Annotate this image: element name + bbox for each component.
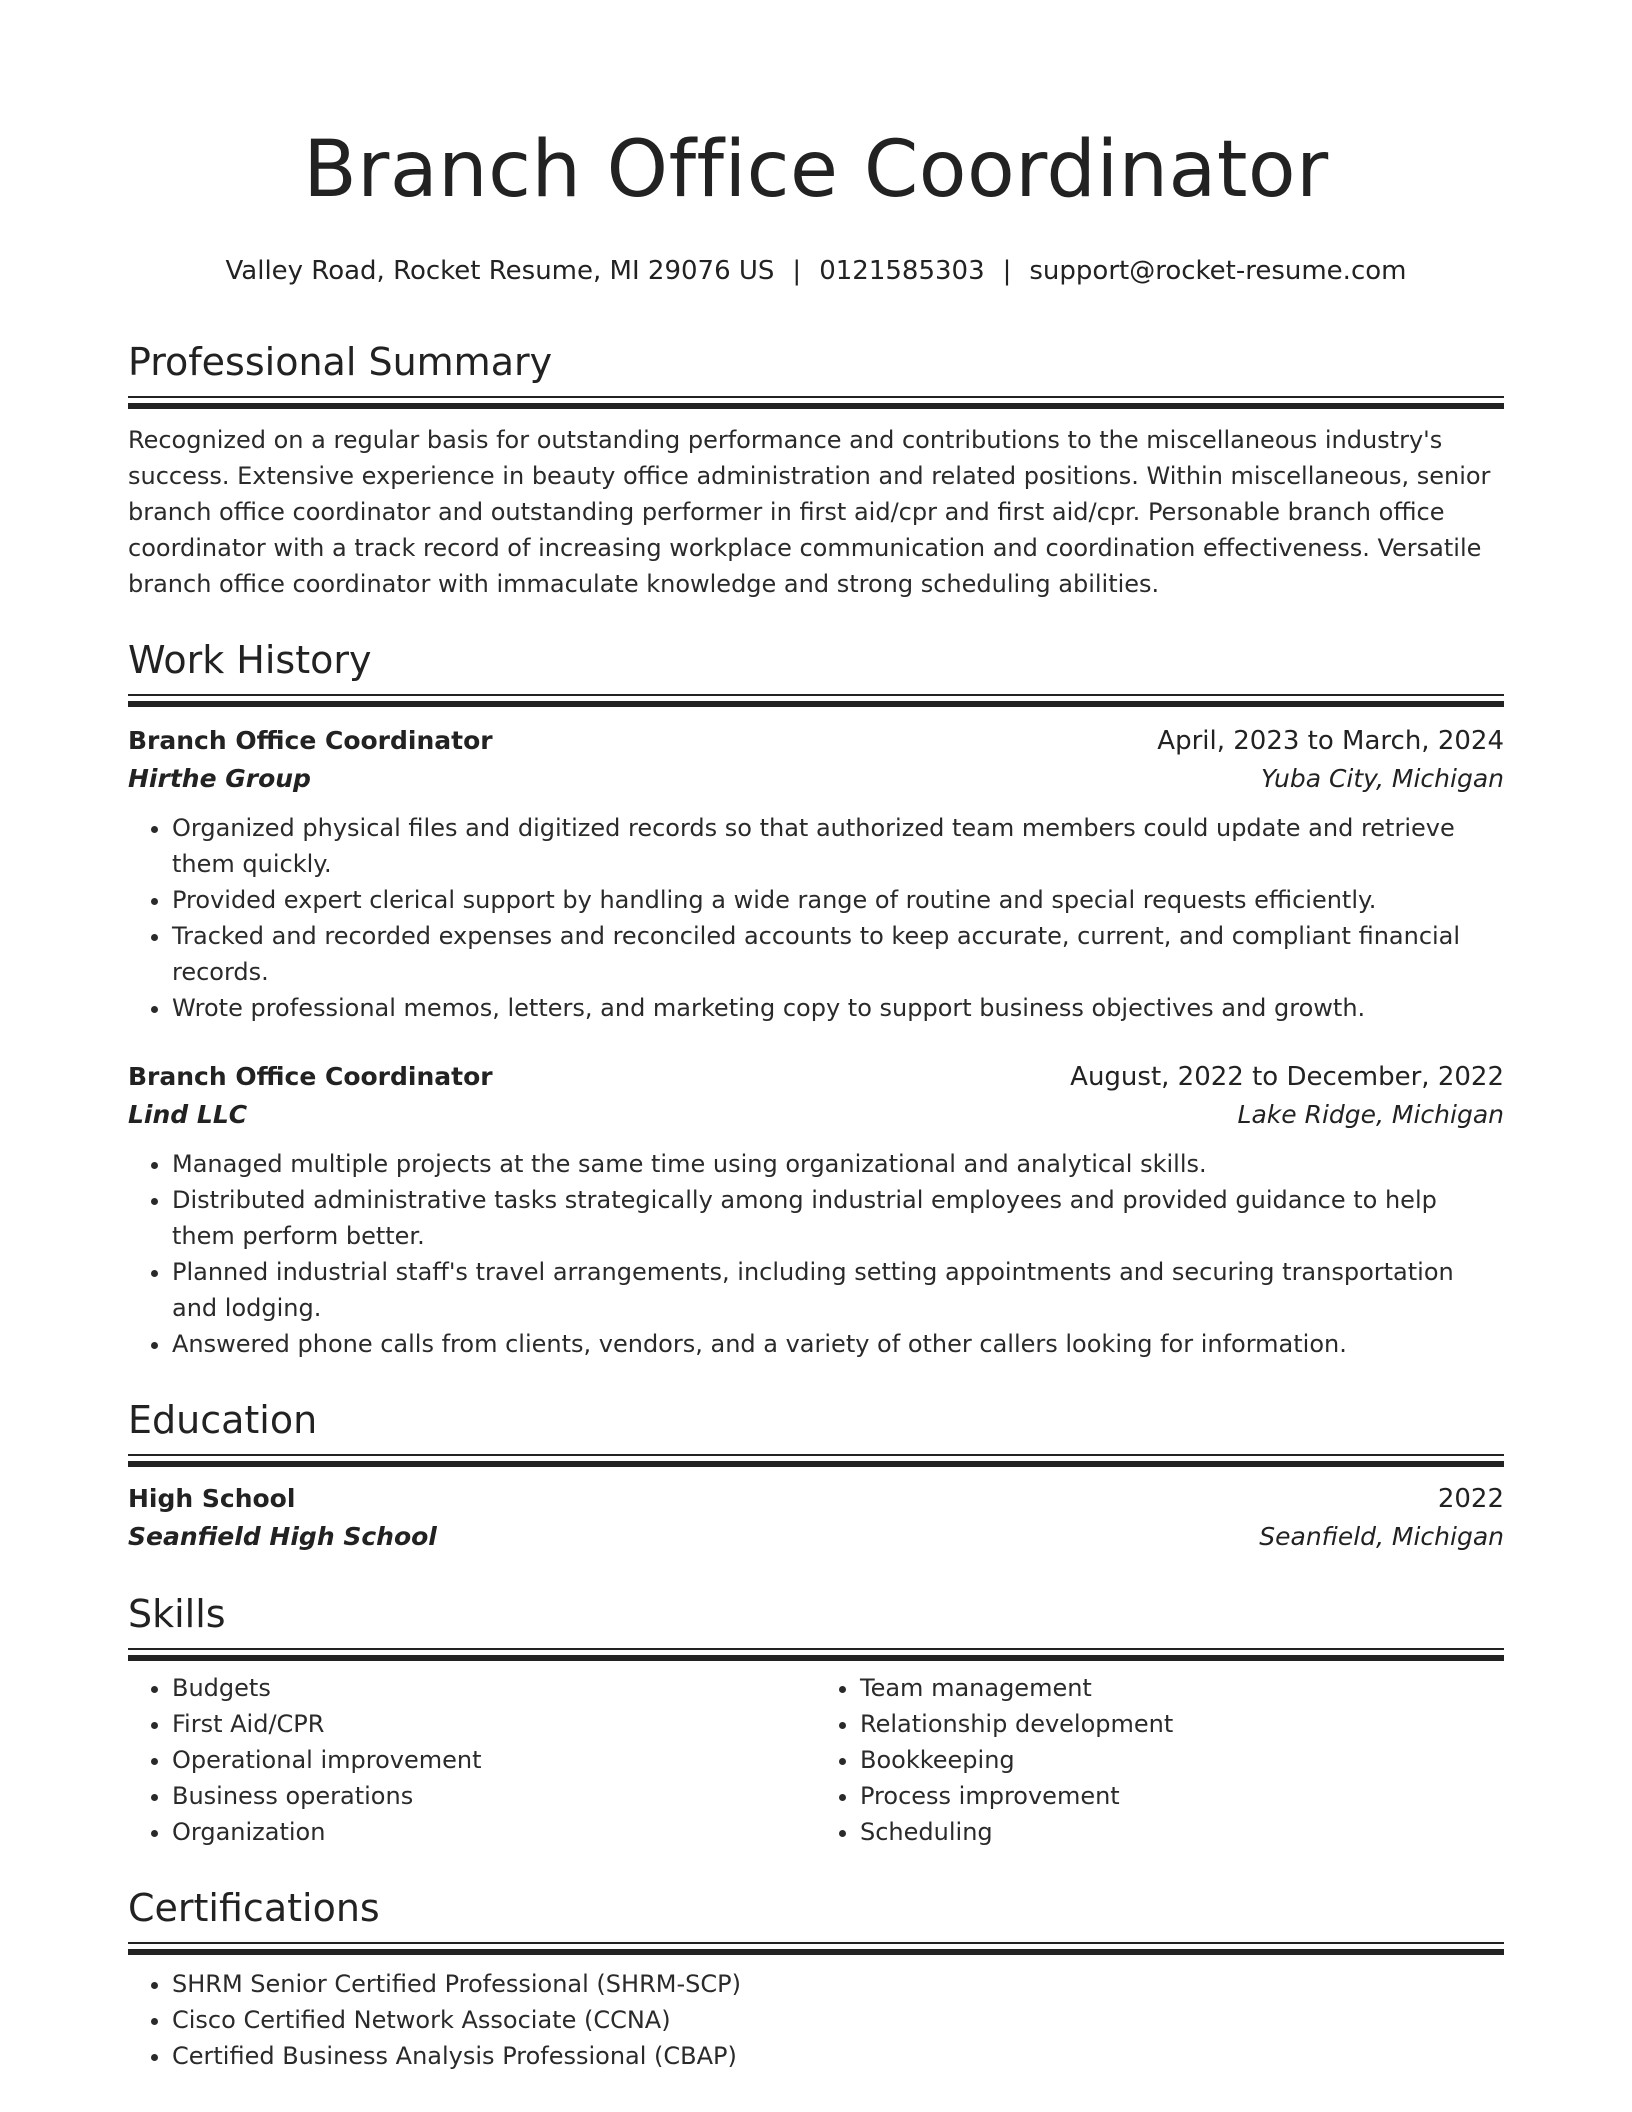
job-bullet: • Wrote professional memos, letters, and marketing copy to support business objectives and growth. <box>172 990 1504 1026</box>
job-title: Branch Office Coordinator <box>128 726 493 755</box>
contact-line <box>128 254 1504 288</box>
skills-list-left <box>128 1670 816 1850</box>
certification-item: • SHRM Senior Certified Professional (SHRM-SCP) <box>172 1966 1504 2002</box>
job-entry <box>128 722 1504 1026</box>
section-title-summary: Professional Summary <box>128 340 553 384</box>
job-entry <box>128 1058 1504 1362</box>
certification-item: • Cisco Certified Network Associate (CCNA) <box>172 2002 1504 2038</box>
job-bullets <box>128 810 1504 1026</box>
contact-separator: | <box>1002 256 1012 286</box>
section-divider <box>128 1942 1504 1954</box>
skill-item: • Relationship development <box>860 1706 1504 1742</box>
job-bullet: • Provided expert clerical support by handling a wide range of routine and special requests efficiently. <box>172 882 1504 918</box>
section-divider <box>128 1648 1504 1660</box>
education-degree: High School <box>128 1484 296 1513</box>
section-divider <box>128 1454 1504 1466</box>
skill-item: • Operational improvement <box>172 1742 816 1778</box>
job-company: Lind LLC <box>128 1100 248 1129</box>
job-title: Branch Office Coordinator <box>128 1062 493 1091</box>
skills-list-right <box>816 1670 1504 1850</box>
section-title-work-history: Work History <box>128 638 372 682</box>
section-title-skills: Skills <box>128 1592 226 1636</box>
skill-item: • Scheduling <box>860 1814 1504 1850</box>
skill-item: • Bookkeeping <box>860 1742 1504 1778</box>
skills-section <box>128 1590 1504 1850</box>
education-school: Seanfield High School <box>128 1522 437 1551</box>
job-bullet: • Organized physical files and digitized records so that authorized team members could update and retrieve them quickly. <box>172 810 1504 882</box>
job-bullet: • Tracked and recorded expenses and reconciled accounts to keep accurate, current, and compliant financial records. <box>172 918 1504 990</box>
section-divider <box>128 694 1504 706</box>
certifications-section <box>128 1884 1504 2074</box>
education-location: Seanfield, Michigan <box>1259 1522 1504 1551</box>
summary-text: Recognized on a regular basis for outstanding performance and contributions to the miscellaneous industry's success. Extensive experience in beauty office administration and related positions. Within miscellaneous, senior branch office coordinator and outstanding performer in first aid/cpr and first aid/cpr. Personable branch office coordinator with a track record of increasing workplace communication and coordination effectiveness. Versatile branch office coordinator with immaculate knowledge and strong scheduling abilities. <box>128 426 1491 598</box>
job-location: Yuba City, Michigan <box>1261 764 1504 793</box>
education-entry <box>128 1480 1504 1556</box>
job-location: Lake Ridge, Michigan <box>1237 1100 1504 1129</box>
section-title-certifications: Certifications <box>128 1886 380 1930</box>
skill-item: • Budgets <box>172 1670 816 1706</box>
education-year: 2022 <box>1437 1484 1504 1514</box>
job-dates: August, 2022 to December, 2022 <box>1070 1062 1504 1092</box>
certification-item: • Certified Business Analysis Professional (CBAP) <box>172 2038 1504 2074</box>
certifications-list <box>128 1966 1504 2074</box>
section-divider <box>128 396 1504 408</box>
section-title-education: Education <box>128 1398 318 1442</box>
job-bullet: • Answered phone calls from clients, vendors, and a variety of other callers looking for information. <box>172 1326 1504 1362</box>
skills-columns <box>128 1670 1504 1850</box>
skill-item: • Team management <box>860 1670 1504 1706</box>
skill-item: • Organization <box>172 1814 816 1850</box>
skill-item: • First Aid/CPR <box>172 1706 816 1742</box>
summary-section <box>128 338 1504 602</box>
candidate-name: Branch Office Coordinator <box>303 125 1329 215</box>
job-bullet: • Managed multiple projects at the same time using organizational and analytical skills. <box>172 1146 1504 1182</box>
contact-address: Valley Road, Rocket Resume, MI 29076 US <box>225 256 775 286</box>
job-bullets <box>128 1146 1504 1362</box>
education-section <box>128 1396 1504 1556</box>
skill-item: • Business operations <box>172 1778 816 1814</box>
job-bullet: • Planned industrial staff's travel arrangements, including setting appointments and securing transportation and lodging. <box>172 1254 1504 1326</box>
work-history-section <box>128 636 1504 1362</box>
contact-separator: | <box>792 256 802 286</box>
job-bullet: • Distributed administrative tasks strategically among industrial employees and provided guidance to help them perform better. <box>172 1182 1504 1254</box>
contact-phone: 0121585303 <box>819 256 985 286</box>
contact-email: support@rocket-resume.com <box>1029 256 1407 286</box>
job-dates: April, 2023 to March, 2024 <box>1157 726 1504 756</box>
job-company: Hirthe Group <box>128 764 311 793</box>
skill-item: • Process improvement <box>860 1778 1504 1814</box>
